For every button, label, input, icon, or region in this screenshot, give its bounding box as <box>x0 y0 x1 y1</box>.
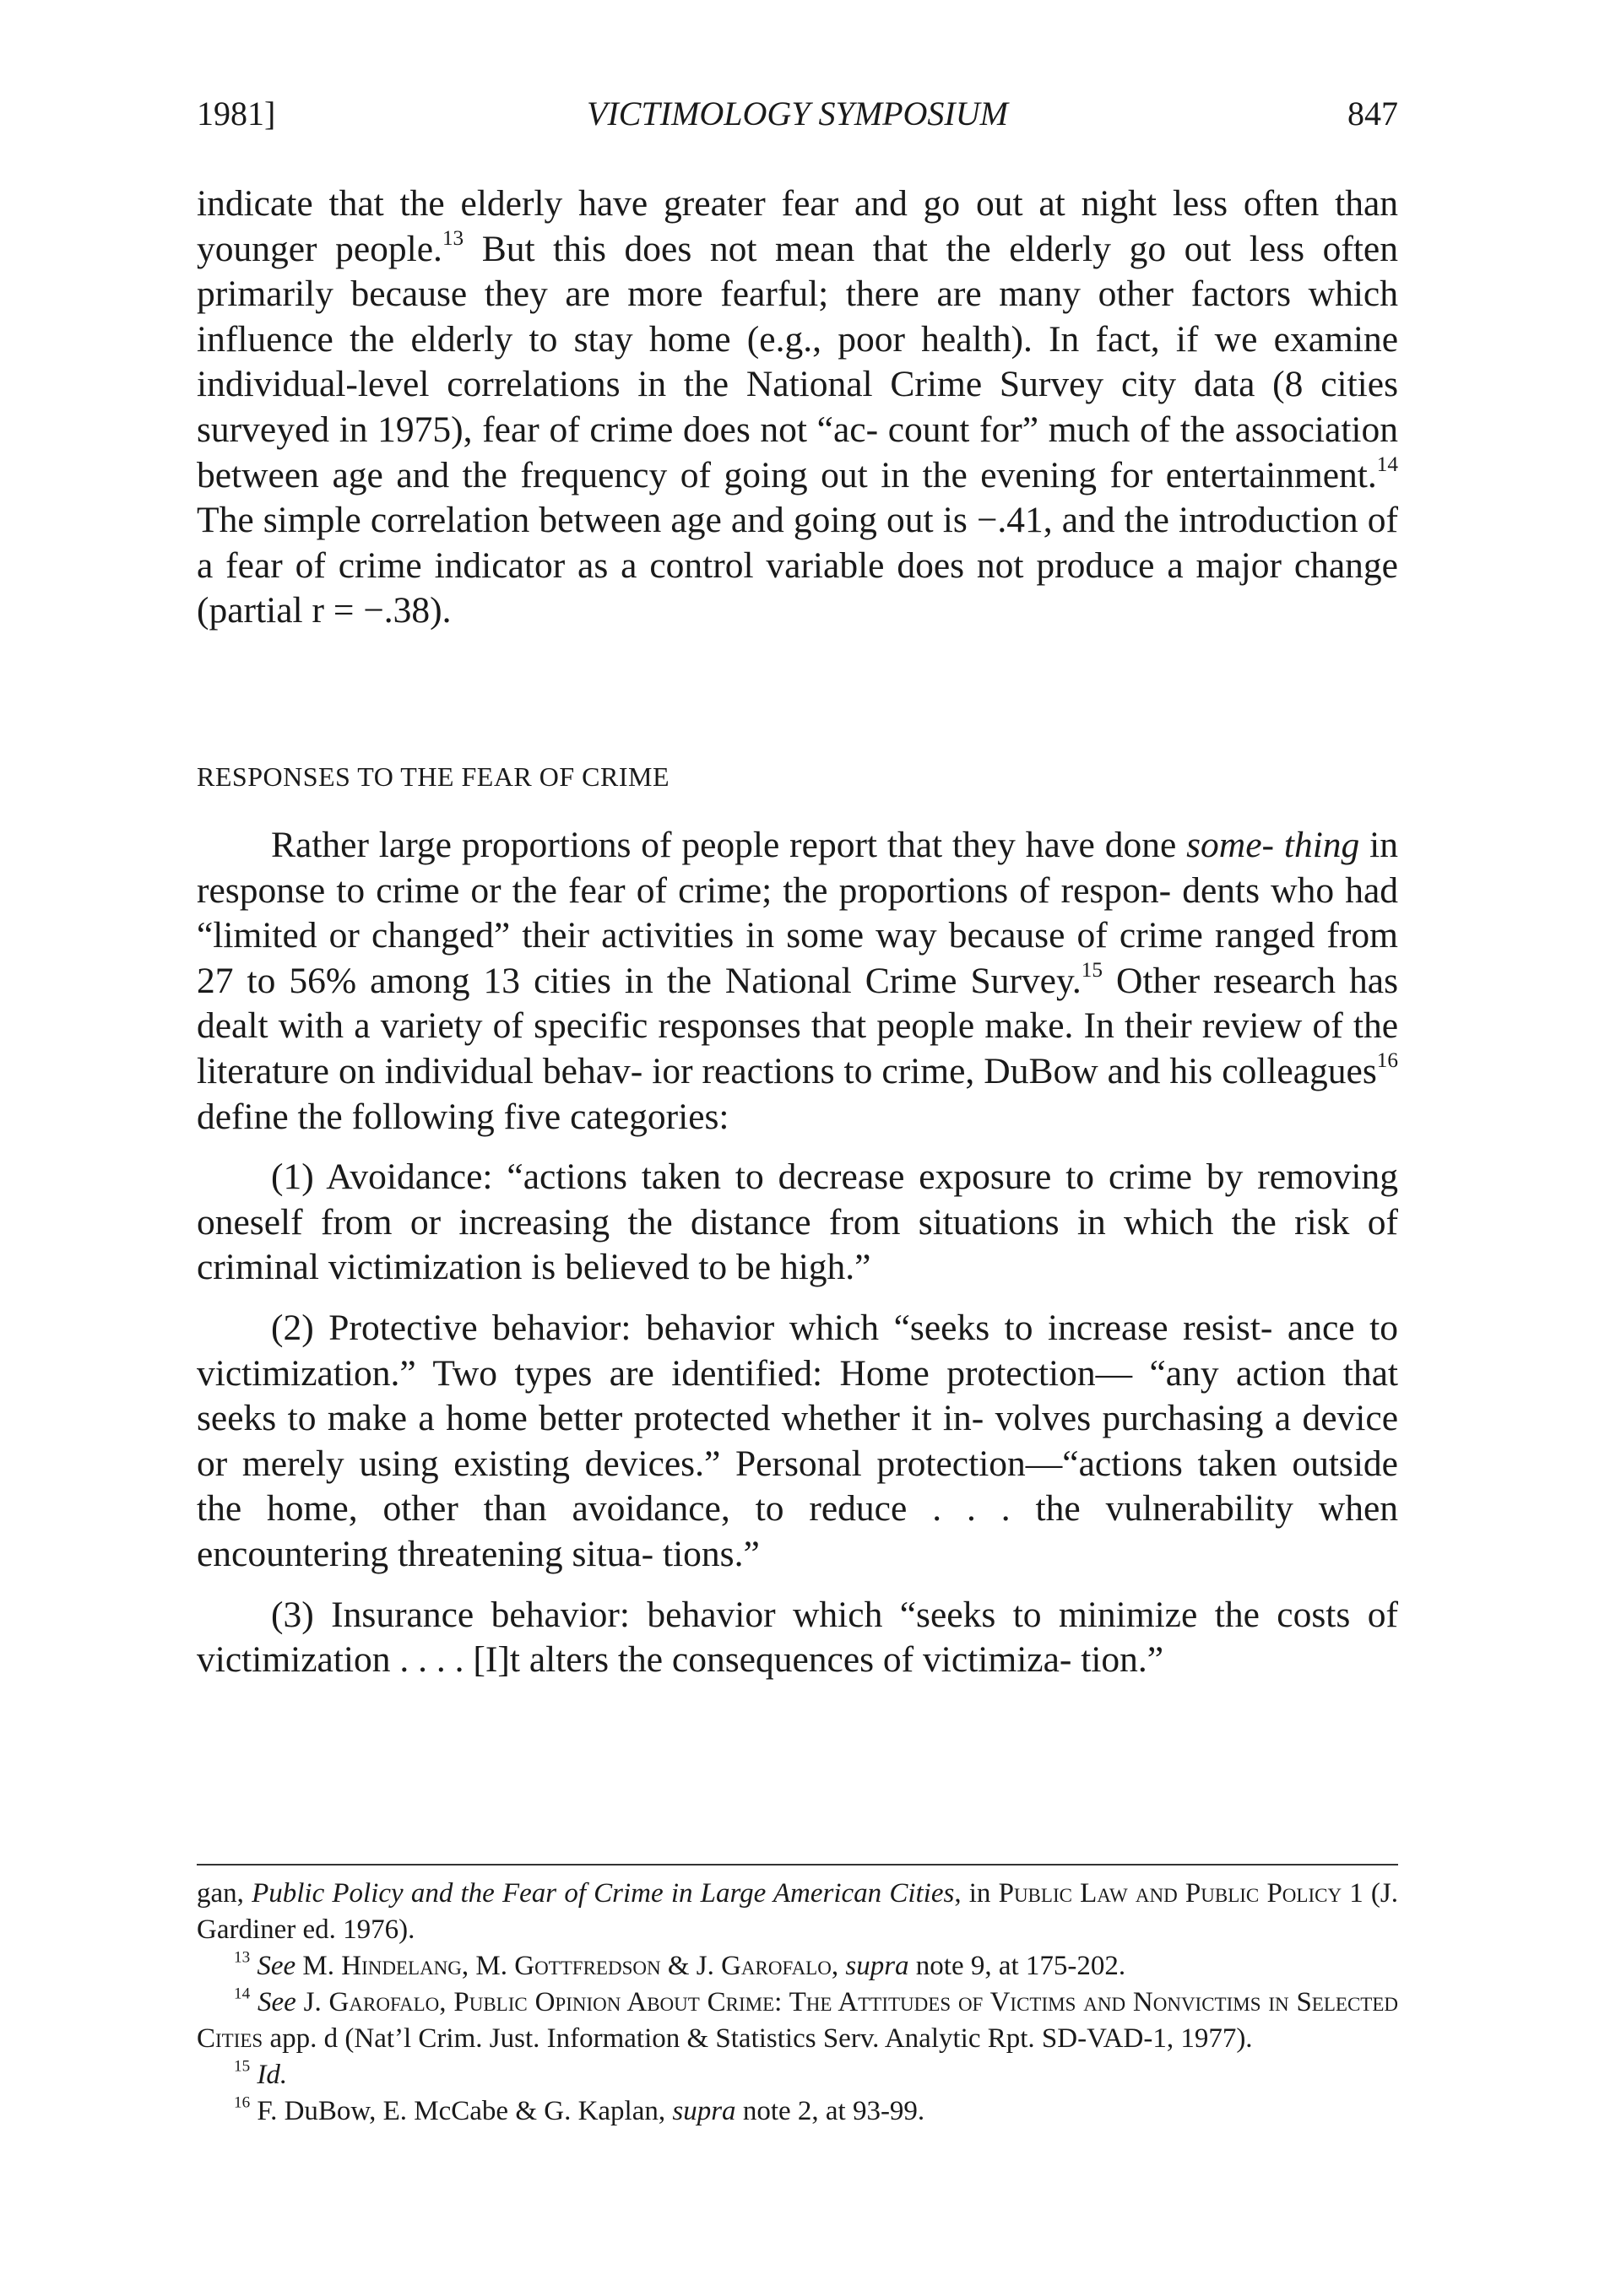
emphasis: supra <box>672 2096 736 2126</box>
small-caps: Public Law and Public Policy <box>998 1878 1342 1909</box>
footnote-number: 13 <box>234 1948 251 1967</box>
text-run: in response to crime or the fear of crime; the proportions of respon- dents who had “limited or changed” their activities in some way because of crime ranged from 27 to 56% among 13 cities in the National Crime Survey. <box>197 825 1398 1001</box>
emphasis: some- thing <box>1186 825 1360 865</box>
running-head <box>197 84 1398 144</box>
footnote-13 <box>197 1948 1398 1985</box>
text-run: Rather large proportions of people report that they have done <box>271 825 1187 865</box>
footnote-16 <box>197 2093 1398 2130</box>
text-run: Other research has dealt with a variety of specific responses that people make. In their review of the literature on individual behav- ior reactions to crime, DuBow and his colleagues <box>197 960 1398 1091</box>
emphasis: See <box>257 1951 296 1981</box>
footnotes <box>197 1876 1398 2130</box>
text-run: define the following five categories: <box>197 1096 729 1137</box>
paragraph-2 <box>197 823 1398 1140</box>
footnote-ref-14: 14 <box>1376 452 1398 476</box>
body-text-bottom <box>197 823 1398 1683</box>
header-title: VICTIMOLOGY SYMPOSIUM <box>587 95 1008 133</box>
header-year: 1981] <box>197 95 276 133</box>
text-run: note 2, at 93-99. <box>735 2096 925 2126</box>
footnote-divider <box>197 1864 1398 1866</box>
text-run: F. DuBow, E. McCabe & G. Kaplan, <box>250 2096 673 2126</box>
footnote-ref-15: 15 <box>1081 958 1103 982</box>
category-avoidance: (1) Avoidance: “actions taken to decrease exposure to crime by removing oneself from or increasing the distance from situations in which the risk of criminal victimization is believed to be high.” <box>197 1156 1398 1288</box>
section-heading: RESPONSES TO THE FEAR OF CRIME <box>197 761 670 792</box>
text-run: The simple correlation between age and going out is −.41, and the introduction of a fear of crime indicator as a control variable does not produce a major change (partial r = −.38). <box>197 500 1398 631</box>
footnote-number: 14 <box>234 1985 251 2003</box>
footnote-ref-13: 13 <box>442 226 464 250</box>
paragraph-1 <box>197 181 1398 634</box>
body-text-top <box>197 181 1398 634</box>
page-number: 847 <box>1347 95 1398 133</box>
text-run: J. <box>295 1987 329 2017</box>
footnote-ref-16: 16 <box>1376 1049 1398 1073</box>
text-run: , in <box>954 1878 999 1909</box>
text-run: gan, <box>197 1878 252 1909</box>
footnote-15 <box>197 2057 1398 2093</box>
emphasis: See <box>257 1987 296 2017</box>
category-protective-behavior: (2) Protective behavior: behavior which “seeks to increase resist- ance to victimization.” Two types are identified: Home protection— “any action that seeks to make a home better protected whether it in- volves purchasing a device or merely using existing devices.” Personal protection—“actions taken outside the home, other than avoidance, to reduce . . . the vulnerability when encountering threatening situa- tions.” <box>197 1307 1398 1574</box>
text-run: 1 (J. Gardiner ed. 1976). <box>197 1878 1398 1945</box>
footnote-number: 16 <box>234 2093 251 2112</box>
text-run: indicate that the elderly have greater fear and go out at night less often than younger people. <box>197 183 1398 269</box>
text-run: But this does not mean that the elderly go out less often primarily because they are more fearful; there are many other factors which influence the elderly to stay home (e.g., poor health). In fact, if we examine individual-level correlations in the National Crime Survey city data (8 cities surveyed in 1975), fear of crime does not “ac- count for” much of the association between age and the frequency of going out in the evening for entertainment. <box>197 228 1398 495</box>
text-run: app. d (Nat’l Crim. Just. Information & Statistics Serv. Analytic Rpt. SD-VAD-1, 1977). <box>263 2023 1253 2054</box>
footnote-continuation <box>197 1876 1398 1948</box>
small-caps: M. Hindelang, M. Gottfredson & J. Garofalo, <box>295 1951 846 1981</box>
small-caps: Garofalo, Public Opinion About Crime: The Attitudes of Victims and Nonvictims in Selected Cities <box>197 1987 1399 2054</box>
emphasis: Id. <box>257 2060 288 2090</box>
emphasis: supra <box>845 1951 909 1981</box>
category-insurance-behavior: (3) Insurance behavior: behavior which “seeks to minimize the costs of victimization . . . . [I]t alters the consequences of victimiza- tion.” <box>197 1594 1398 1681</box>
footnote-number: 15 <box>234 2057 251 2076</box>
footnote-14 <box>197 1985 1398 2057</box>
emphasis: Public Policy and the Fear of Crime in Large American Cities <box>252 1878 955 1909</box>
text-run: note 9, at 175-202. <box>908 1951 1126 1981</box>
